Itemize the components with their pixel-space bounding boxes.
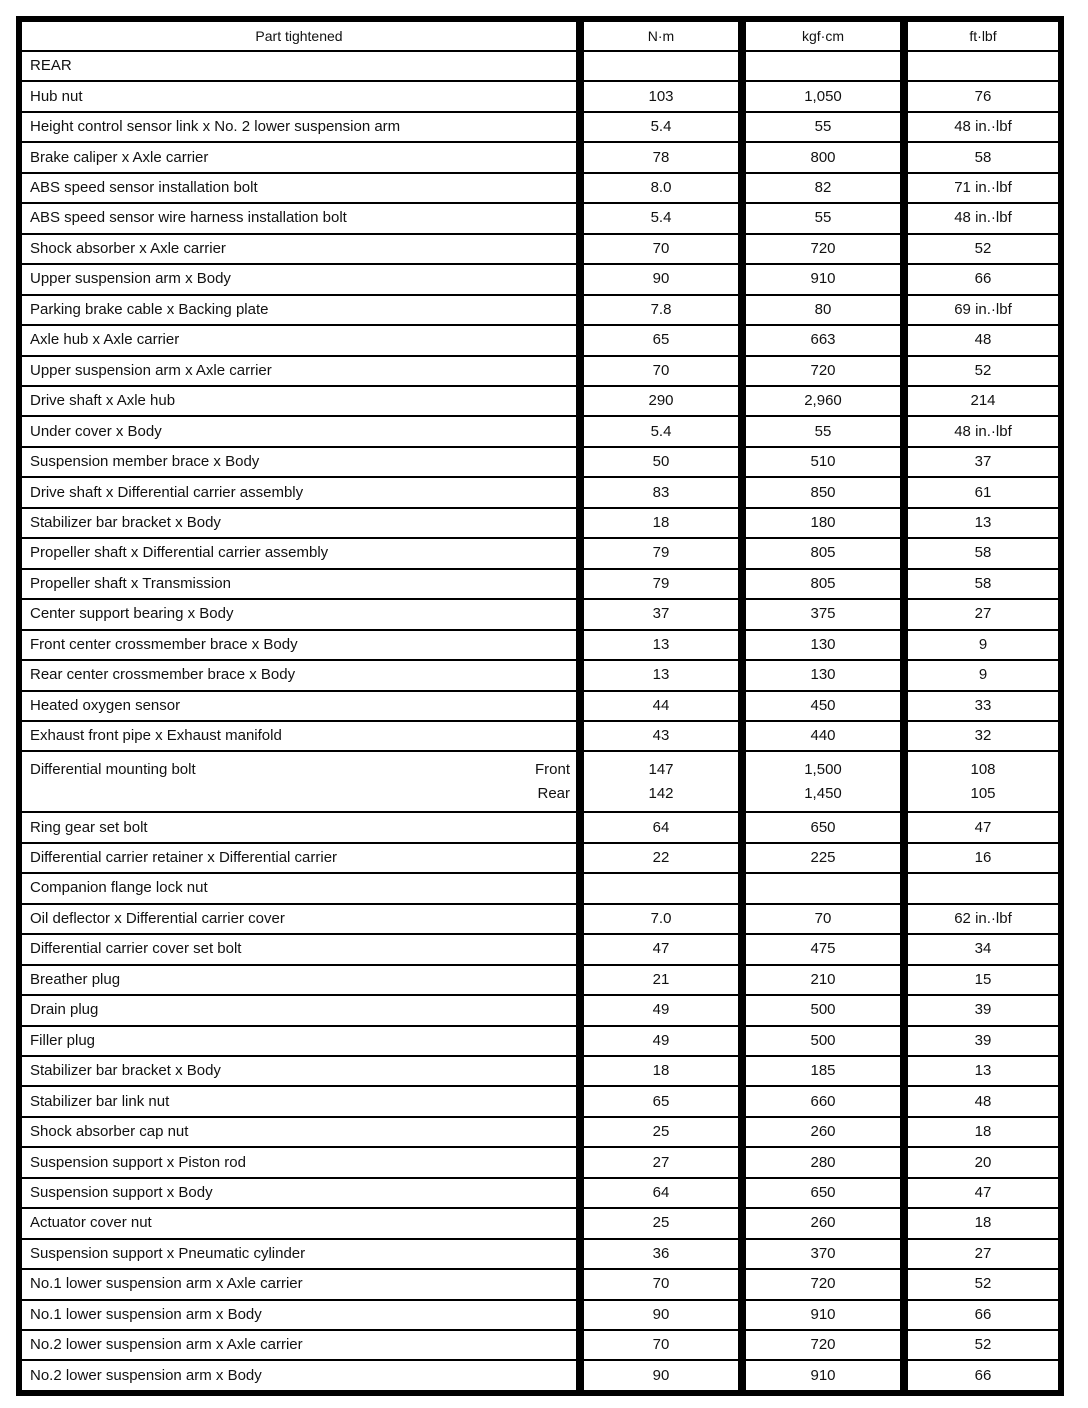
cell-part: Shock absorber cap nut: [22, 1118, 576, 1148]
cell-nm: 13: [576, 631, 738, 661]
cell-kgf-cm: 130: [738, 661, 900, 691]
cell-kgf-cm: 650: [738, 1179, 900, 1209]
cell-part: Breather plug: [22, 966, 576, 996]
table-row: [22, 357, 1058, 387]
cell-ft-lbf: 18: [900, 1209, 1058, 1239]
cell-nm: 18: [576, 509, 738, 539]
cell-nm: 70: [576, 1331, 738, 1361]
table-row: [22, 844, 1058, 874]
empty-cell: [900, 52, 1058, 82]
cell-part: Filler plug: [22, 1027, 576, 1057]
cell-nm: 90: [576, 1301, 738, 1331]
cell-ft-lbf: 76: [900, 82, 1058, 112]
cell-kgf-cm: 500: [738, 996, 900, 1026]
cell-part: No.2 lower suspension arm x Axle carrier: [22, 1331, 576, 1361]
cell-part: Suspension support x Pneumatic cylinder: [22, 1240, 576, 1270]
table-row: [22, 417, 1058, 447]
cell-kgf-cm: 55: [738, 113, 900, 143]
cell-kgf-cm: 260: [738, 1118, 900, 1148]
empty-cell: [576, 52, 738, 82]
cell-kgf-cm: 805: [738, 570, 900, 600]
cell-part: Stabilizer bar bracket x Body: [22, 509, 576, 539]
cell-part: Exhaust front pipe x Exhaust manifold: [22, 722, 576, 752]
cell-ft-lbf: 69 in.·lbf: [900, 296, 1058, 326]
cell-part: Shock absorber x Axle carrier: [22, 235, 576, 265]
cell-ft-lbf: 39: [900, 996, 1058, 1026]
ft-rear: 105: [970, 784, 996, 802]
cell-part: Actuator cover nut: [22, 1209, 576, 1239]
cell-kgf-cm: 650: [738, 813, 900, 843]
table-row: [22, 539, 1058, 569]
section-row: [22, 52, 1058, 82]
cell-ft-lbf: 13: [900, 1057, 1058, 1087]
cell-kgf-cm: 185: [738, 1057, 900, 1087]
table-row: [22, 204, 1058, 234]
cell-nm: 90: [576, 1361, 738, 1390]
cell-nm: [576, 874, 738, 904]
cell-nm: 22: [576, 844, 738, 874]
cell-ft-lbf: 48 in.·lbf: [900, 113, 1058, 143]
cell-nm: 290: [576, 387, 738, 417]
table-row: [22, 1361, 1058, 1390]
table-row: [22, 1179, 1058, 1209]
cell-part: Companion flange lock nut: [22, 874, 576, 904]
cell-kgf-cm: [738, 874, 900, 904]
cell-part: Ring gear set bolt: [22, 813, 576, 843]
table-body: [22, 52, 1058, 1390]
front-label: Front: [534, 760, 570, 778]
cell-part: Differential carrier cover set bolt: [22, 935, 576, 965]
cell-part: Drive shaft x Differential carrier assembly: [22, 478, 576, 508]
cell-ft-lbf: 32: [900, 722, 1058, 752]
cell-nm: 79: [576, 539, 738, 569]
cell-nm: 47: [576, 935, 738, 965]
cell-nm: 7.0: [576, 905, 738, 935]
table-row: [22, 661, 1058, 691]
table-row: [22, 996, 1058, 1026]
table-row: [22, 600, 1058, 630]
table-row: [22, 387, 1058, 417]
cell-kgf-cm: 500: [738, 1027, 900, 1057]
table-row: [22, 1270, 1058, 1300]
cell-part: Drive shaft x Axle hub: [22, 387, 576, 417]
cell-kgf-cm: 720: [738, 1331, 900, 1361]
cell-ft-lbf: 48: [900, 326, 1058, 356]
cell-part: Upper suspension arm x Body: [22, 265, 576, 295]
cell-nm: 8.0: [576, 174, 738, 204]
empty-cell: [738, 52, 900, 82]
cell-kgf-cm: 55: [738, 204, 900, 234]
cell-ft-lbf: 34: [900, 935, 1058, 965]
cell-ft-lbf: 48 in.·lbf: [900, 204, 1058, 234]
cell-part: Propeller shaft x Transmission: [22, 570, 576, 600]
table-row: [22, 143, 1058, 173]
table-row: [22, 966, 1058, 996]
cell-part: Propeller shaft x Differential carrier assembly: [22, 539, 576, 569]
cell-part: Axle hub x Axle carrier: [22, 326, 576, 356]
table-row: [22, 1057, 1058, 1087]
cell-kgf-cm: 910: [738, 1301, 900, 1331]
cell-nm: 7.8: [576, 296, 738, 326]
cell-ft-lbf: 33: [900, 692, 1058, 722]
cell-kgf-cm: 720: [738, 235, 900, 265]
nm-front: 147: [648, 760, 674, 778]
header-kgf-cm: kgf·cm: [738, 22, 900, 52]
cell-part: No.2 lower suspension arm x Body: [30, 1366, 262, 1384]
cell-ft-lbf: 13: [900, 509, 1058, 539]
cell-ft-lbf: 18: [900, 1118, 1058, 1148]
header-part-tightened: Part tightened: [22, 22, 576, 52]
table-row: [22, 509, 1058, 539]
table-row: [22, 692, 1058, 722]
cell-kgf-cm: 805: [738, 539, 900, 569]
cell-nm: [576, 752, 738, 813]
cell-kgf-cm: 2,960: [738, 387, 900, 417]
cell-ft-lbf: 52: [900, 1270, 1058, 1300]
table-row: [22, 1331, 1058, 1361]
cell-kgf-cm: 70: [738, 905, 900, 935]
cell-kgf-cm: 260: [738, 1209, 900, 1239]
nm-rear: 142: [648, 784, 674, 802]
cell-ft-lbf: 214: [900, 387, 1058, 417]
cell-ft-lbf: 9: [900, 631, 1058, 661]
rear-label: Rear: [537, 784, 570, 802]
cell-part: Upper suspension arm x Axle carrier: [22, 357, 576, 387]
table-row: [22, 905, 1058, 935]
table-row: [22, 296, 1058, 326]
cell-nm: 70: [576, 357, 738, 387]
cell-ft-lbf: 58: [900, 539, 1058, 569]
cell-kgf-cm: 440: [738, 722, 900, 752]
cell-ft-lbf: 15: [900, 966, 1058, 996]
cell-part: Brake caliper x Axle carrier: [22, 143, 576, 173]
cell-part: Differential carrier retainer x Differential carrier: [22, 844, 576, 874]
cell-nm: 83: [576, 478, 738, 508]
kgf-rear: 1,450: [804, 784, 842, 802]
cell-part: ABS speed sensor wire harness installation bolt: [22, 204, 576, 234]
table-row: [22, 874, 1058, 904]
cell-nm: 64: [576, 1179, 738, 1209]
cell-part: Suspension support x Piston rod: [22, 1148, 576, 1178]
cell-nm: 65: [576, 1087, 738, 1117]
cell-nm: 25: [576, 1209, 738, 1239]
cell-kgf-cm: 1,050: [738, 82, 900, 112]
kgf-front: 1,500: [804, 760, 842, 778]
cell-nm: 64: [576, 813, 738, 843]
header-row: [22, 22, 1058, 52]
cell-part: Front center crossmember brace x Body: [22, 631, 576, 661]
cell-kgf-cm: 225: [738, 844, 900, 874]
cell-ft-lbf: 66: [900, 265, 1058, 295]
cell-part: Suspension member brace x Body: [22, 448, 576, 478]
cell-ft-lbf: 61: [900, 478, 1058, 508]
cell-nm: 70: [576, 235, 738, 265]
cell-nm: 5.4: [576, 204, 738, 234]
table-row: [22, 1301, 1058, 1331]
cell-nm: 49: [576, 996, 738, 1026]
table-row: [22, 1148, 1058, 1178]
cell-nm: 90: [576, 265, 738, 295]
cell-nm: 25: [576, 1118, 738, 1148]
table-row: [22, 326, 1058, 356]
ft-front: 108: [970, 760, 996, 778]
cell-part: [22, 752, 576, 813]
cell-nm: 50: [576, 448, 738, 478]
cell-ft-lbf: [900, 752, 1058, 813]
cell-ft-lbf: 58: [900, 143, 1058, 173]
table-row: [22, 174, 1058, 204]
table-row: [22, 1118, 1058, 1148]
table-row: [22, 1209, 1058, 1239]
cell-part: Rear center crossmember brace x Body: [22, 661, 576, 691]
cell-part: Stabilizer bar link nut: [22, 1087, 576, 1117]
cell-kgf-cm: 510: [738, 448, 900, 478]
cell-kgf-cm: 720: [738, 1270, 900, 1300]
cell-kgf-cm: [738, 752, 900, 813]
table-row: [22, 478, 1058, 508]
cell-nm: 44: [576, 692, 738, 722]
cell-ft-lbf: 39: [900, 1027, 1058, 1057]
cell-ft-lbf: 52: [900, 1331, 1058, 1361]
header-ft-lbf: ft·lbf: [900, 22, 1058, 52]
cell-ft-lbf: 37: [900, 448, 1058, 478]
table-row: [22, 1027, 1058, 1057]
cell-ft-lbf: 66: [900, 1361, 1058, 1390]
cell-ft-lbf: 20: [900, 1148, 1058, 1178]
cell-ft-lbf: 58: [900, 570, 1058, 600]
cell-part: No.1 lower suspension arm x Axle carrier: [22, 1270, 576, 1300]
cell-part: ABS speed sensor installation bolt: [22, 174, 576, 204]
cell-nm: 5.4: [576, 113, 738, 143]
cell-part: Suspension support x Body: [22, 1179, 576, 1209]
cell-kgf-cm: 910: [738, 1361, 900, 1390]
cell-nm: 43: [576, 722, 738, 752]
cell-nm: 103: [576, 82, 738, 112]
cell-kgf-cm: 910: [738, 265, 900, 295]
cell-ft-lbf: 47: [900, 813, 1058, 843]
cell-nm: 37: [576, 600, 738, 630]
cell-ft-lbf: 27: [900, 1240, 1058, 1270]
section-label: REAR: [22, 52, 576, 82]
cell-ft-lbf: 62 in.·lbf: [900, 905, 1058, 935]
header-nm: N·m: [576, 22, 738, 52]
cell-kgf-cm: 370: [738, 1240, 900, 1270]
table-row: [22, 935, 1058, 965]
cell-part: Height control sensor link x No. 2 lower suspension arm: [22, 113, 576, 143]
table-row: [22, 722, 1058, 752]
cell-ft-lbf: 47: [900, 1179, 1058, 1209]
cell-ft-lbf: 48: [900, 1087, 1058, 1117]
table-row: [22, 235, 1058, 265]
cell-ft-lbf: 16: [900, 844, 1058, 874]
cell-nm: 13: [576, 661, 738, 691]
cell-part: No.1 lower suspension arm x Body: [22, 1301, 576, 1331]
cell-ft-lbf: 9: [900, 661, 1058, 691]
cell-kgf-cm: 180: [738, 509, 900, 539]
cell-kgf-cm: 660: [738, 1087, 900, 1117]
cell-nm: 5.4: [576, 417, 738, 447]
cell-ft-lbf: 52: [900, 235, 1058, 265]
table-row: [22, 113, 1058, 143]
table-row: [22, 570, 1058, 600]
torque-spec-table: [16, 16, 1064, 1396]
cell-kgf-cm: 720: [738, 357, 900, 387]
cell-nm: 70: [576, 1270, 738, 1300]
cell-nm: 21: [576, 966, 738, 996]
table-row: [22, 1240, 1058, 1270]
cell-part: Parking brake cable x Backing plate: [22, 296, 576, 326]
table-row: [22, 631, 1058, 661]
table-row: [22, 813, 1058, 843]
cell-ft-lbf: 52: [900, 357, 1058, 387]
cell-kgf-cm: 663: [738, 326, 900, 356]
cell-part: Heated oxygen sensor: [22, 692, 576, 722]
cell-part: Oil deflector x Differential carrier cover: [22, 905, 576, 935]
cell-part: Stabilizer bar bracket x Body: [22, 1057, 576, 1087]
part-name: Differential mounting bolt: [30, 760, 196, 778]
table-row: [22, 82, 1058, 112]
cell-part: Under cover x Body: [22, 417, 576, 447]
cell-kgf-cm: 450: [738, 692, 900, 722]
cell-part: Center support bearing x Body: [22, 600, 576, 630]
cell-part: Drain plug: [22, 996, 576, 1026]
cell-ft-lbf: 48 in.·lbf: [900, 417, 1058, 447]
cell-nm: 78: [576, 143, 738, 173]
cell-ft-lbf: [900, 874, 1058, 904]
cell-kgf-cm: 800: [738, 143, 900, 173]
cell-part: Hub nut: [22, 82, 576, 112]
cell-kgf-cm: 55: [738, 417, 900, 447]
cell-kgf-cm: 130: [738, 631, 900, 661]
cell-nm: 27: [576, 1148, 738, 1178]
cell-kgf-cm: 850: [738, 478, 900, 508]
cell-kgf-cm: 82: [738, 174, 900, 204]
cell-ft-lbf: 66: [900, 1301, 1058, 1331]
cell-nm: 36: [576, 1240, 738, 1270]
cell-kgf-cm: 80: [738, 296, 900, 326]
cell-nm: 65: [576, 326, 738, 356]
cell-kgf-cm: 210: [738, 966, 900, 996]
cell-kgf-cm: 475: [738, 935, 900, 965]
cell-kgf-cm: 280: [738, 1148, 900, 1178]
cell-nm: 18: [576, 1057, 738, 1087]
cell-nm: 79: [576, 570, 738, 600]
table-row: [22, 448, 1058, 478]
cell-kgf-cm: 375: [738, 600, 900, 630]
table-row-differential-mounting-bolt: [22, 752, 1058, 813]
table-row: [22, 265, 1058, 295]
cell-nm: 49: [576, 1027, 738, 1057]
cell-ft-lbf: 27: [900, 600, 1058, 630]
table-row: [22, 1087, 1058, 1117]
cell-ft-lbf: 71 in.·lbf: [900, 174, 1058, 204]
